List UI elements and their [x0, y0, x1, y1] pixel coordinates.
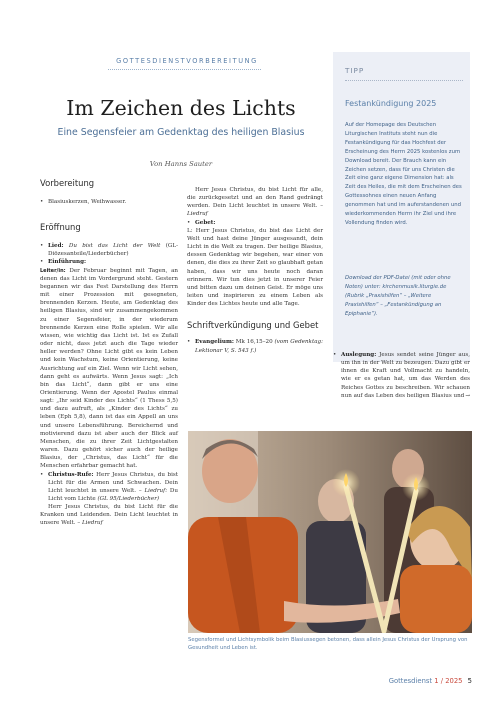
heading-eroeffnung: Eröffnung	[40, 222, 81, 233]
article-title: Im Zeichen des Lichts	[66, 96, 296, 120]
column-2	[187, 186, 323, 355]
label: Lied:	[48, 243, 64, 250]
column-3	[333, 351, 470, 400]
label: Einführung:	[48, 259, 87, 266]
song-title: Du bist das Licht der Welt	[68, 243, 161, 250]
page-footer	[380, 677, 472, 685]
heading-vorbereitung: Vorbereitung	[40, 178, 95, 188]
tipp-download-note: Download der PDF-Datei (mit oder ohne Noten) unter: kirchenmusik.liturgie.de (Rubrik „Praxishilfen“ – „Weitere Praxishilfen“ – „Festankündigung an Epiphanie“).	[345, 275, 451, 317]
paragraph: Leiter/in: Der Februar beginnt mit Tagen, an denen das Licht im Vordergrund steht. Gestern begannen wir das Fest Darstellung des Herrn mit einer Prozession mit gesegneten, brennenden Kerzen. Heute, am Gedenktag des heiligen Blasius, sind wir zusammengekommen zu einer Segensfeier, in der wiederum brennende Kerzen eine Rolle spielen. Wir alle wissen, wie wichtig das Licht ist. Ist es Zufall oder nicht, dass jetzt auch die Tage wieder heller werden? Ohne Licht gibt es kein Leben und kein Wachstum, keine Orientierung, keine Ausrichtung auf ein Ziel. Wenn wir Licht sehen, dann geht es aufwärts. Wenn Jesus sagt: „Ich bin das Licht“, dann gibt er uns eine Orientierung. Wenn der Apostel Paulus einmal sagt: „Ihr seid Kinder des Lichts“ (1 Thess 5,5) und dazu aufruft, als „Kinder des Lichts“ zu leben (Eph 5,8), dann ist das ein Appell an uns und unsere Lebensführung. Bereichernd und motivierend dazu ist aber auch der Blick auf Menschen, die zu ihrer Zeit Lichtgestalten waren. Dazu gehört sicher auch der heilige Blasius, der „Christus, das Licht“ für die Menschen erfahrbar gemacht hat.	[40, 267, 179, 470]
label: Evangelium:	[195, 339, 234, 346]
label: Christus-Rufe:	[48, 471, 94, 478]
continue-arrow-icon: →	[465, 392, 470, 399]
blessing-photo-image	[188, 431, 472, 633]
list-item	[40, 258, 178, 266]
column-1	[40, 178, 178, 528]
list-item	[40, 242, 178, 258]
paragraph: Herr Jesus Christus, du bist Licht für alle, die zurückgesetzt und an den Rand gedrängt werden. Dein Licht leuchtet in unsere Welt. – Liedruf	[187, 187, 323, 218]
photo-caption: Segensformel und Lichtsymbolik beim Blasiussegen betonen, dass allein Jesus Christus der Ursprung von Gesundheit und Leben ist.	[188, 637, 468, 651]
list-item: • Auslegung: Jesus sendet seine Jünger aus, um ihn in der Welt zu bezeugen. Dazu gibt er ihnen die Kraft und Vollmacht zu handeln, wie er es getan hat, um das Werden des Reiches Gottes zu beschreiben. Wir schauen nun auf das Leben des heiligen Blasius und →	[333, 351, 470, 400]
source: (GL-Diözesanteile/Liederbücher)	[48, 243, 178, 258]
tipp-text: Auf der Homepage des Deutschen Liturgischen Instituts steht nun die Festankündigung für das Hochfest der Erscheinung des Herrn 2025 kostenlos zum Download bereit. Der Brauch kann ein Zeichen setzen, dass für uns Christen die Zeit eine ganz eigene Dimension hat: als Zeit des Heiles, die mit dem Erscheinen des Gottessohnes einen neuen Anfang genommen hat und im auferstandenen und wiederkommenden Herrn ihr Ziel und ihre Vollendung finden wird.	[345, 122, 462, 226]
list-item: • Evangelium: Mk 16,15–20 (vom Gedenktag: Lektionar V, S. 543 f.)	[187, 338, 323, 354]
issue-number: 1 / 2025	[434, 677, 463, 685]
heading-schriftverkuendigung: Schriftverkündigung und Gebet	[187, 320, 319, 331]
paragraph: Herr Jesus Christus, du bist Licht für die Kranken und Leidenden. Dein Licht leuchtet in unsere Welt. – Liedruf	[40, 504, 178, 527]
article-subtitle: Eine Segensfeier am Gedenktag des heiligen Blasius	[57, 127, 305, 138]
section-divider	[108, 69, 261, 70]
speaker-role: Leiter/in:	[40, 267, 66, 274]
magazine-name: Gottesdienst	[388, 677, 433, 685]
tipp-label: TIPP	[345, 66, 365, 75]
paragraph: L: Herr Jesus Christus, du bist das Licht der Welt und hast deine Jünger ausgesandt, dein Licht in die Welt zu tragen. Der heilige Blasius, dessen Gedenktag wir begehen, war einer von denen, die dies zu ihrer Zeit so glaubhaft getan haben, dass wir uns heute noch daran erinnern. Wir tun dies jetzt in unserer Feier und bitten dazu um deinen Geist. Er möge uns leiten und inspirieren zu einem Leben als Kinder des Lichtes heute und alle Tage.	[187, 227, 323, 308]
page-number: 5	[467, 677, 472, 685]
tipp-divider	[345, 80, 463, 81]
section-label: GOTTESDIENSTVORBEREITUNG	[116, 57, 258, 65]
article-author: Von Hanns Sauter	[149, 160, 213, 168]
list-item	[187, 219, 323, 227]
list-item: • Blasiuskerzen, Weihwasser.	[40, 198, 178, 206]
blessing-photo	[188, 431, 472, 633]
tipp-title: Festankündigung 2025	[345, 99, 437, 108]
label: Auslegung:	[341, 352, 377, 358]
label: Gebet:	[195, 219, 216, 226]
list-item: • Christus-Rufe: Herr Jesus Christus, du bist Licht für die Armen und Schwachen. Dein Licht leuchtet in unsere Welt. – Liedruf: Du Licht vom Lichte (GL 95/Liederbücher)	[40, 471, 178, 504]
